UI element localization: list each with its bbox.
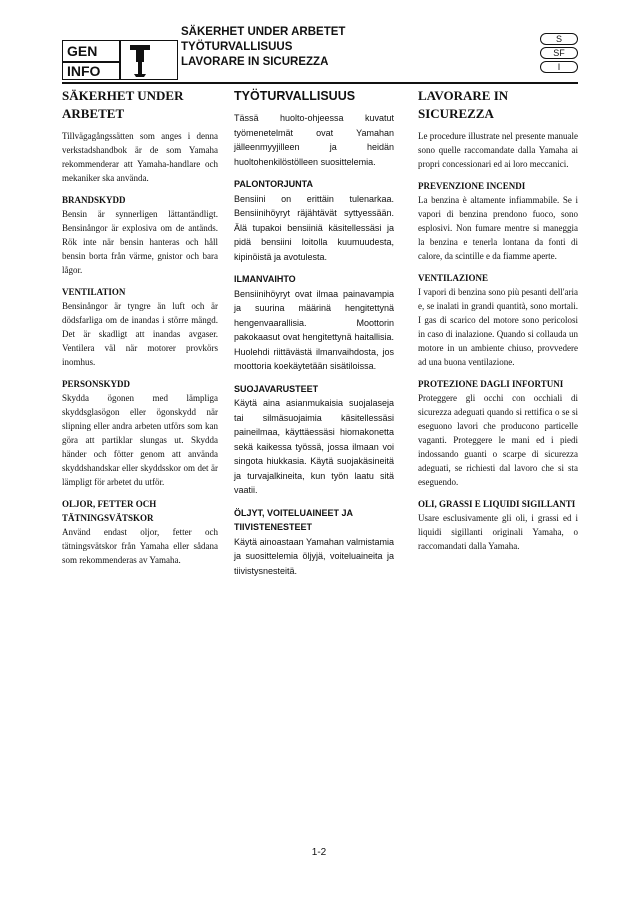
intro-text: Le procedure illustrate nel presente manuale sono quelle raccomandate dalla Yamaha ai propri concessionari ed ai loro meccanici. — [418, 131, 578, 169]
paragraph: Proteggere gli occhi con occhiali di sicurezza adeguati quando si rettifica o se si eseguono lavori che producono particelle vaganti. Proteggere le mani ed i piedi indossando guanti o scarpe di sicurezza adeguati, se richiesti dal lavoro che si sta eseguendo. — [418, 393, 578, 487]
outboard-motor-icon — [125, 44, 155, 78]
paragraph: I vapori di benzina sono più pesanti dell'aria e, se inalati in grandi quantità, sono mortali. I gas di scarico del motore sono pericolosi in caso di inalazione. Quando si collauda un motore in un ambiente chiuso, provvedere ad una buona ventilazione. — [418, 287, 578, 367]
header-title-sv: SÄKERHET UNDER ARBETET — [181, 26, 346, 38]
gen-box-separator — [119, 41, 121, 79]
lang-badge-sv: S — [540, 33, 578, 45]
paragraph: Skydda ögonen med lämpliga skyddsglasögon eller ögonskydd när slipning eller andra arbeten utförs som kan göra att partiklar slungas ut. Skydda händer och fötter genom att använda skyddshandskar eller skyddsskor om det är lämpligt för arbetet du utför. — [62, 393, 218, 487]
subheading: PROTEZIONE DAGLI INFORTUNI — [418, 379, 564, 389]
section-title: LAVORARE IN SICUREZZA — [418, 88, 509, 121]
page-number: 1-2 — [311, 847, 327, 858]
intro-text: Tillvägagångssätten som anges i denna verkstadshandbok är de som Yamaha rekommenderar att Yamaha-handlare och mekaniker ska använda. — [62, 131, 218, 183]
section-title: TYÖTURVALLISUUS — [234, 89, 356, 103]
gen-info-box — [62, 40, 178, 80]
gen-label: GEN — [67, 43, 98, 59]
paragraph: Bensin är synnerligen lättantändligt. Bensinångor är explosiva om de antänds. Rök inte när bensin hanteras och håll bensin borta från värme, gnistor och bara lågor. — [62, 209, 218, 275]
subheading: VENTILAZIONE — [418, 273, 489, 283]
subheading: VENTILATION — [62, 287, 126, 297]
section-title: SÄKERHET UNDER ARBETET — [62, 88, 184, 121]
paragraph: Käytä aina asianmukaisia suojalaseja tai silmäsuojaimia käsitellessäsi paineilmaa, käyttäessäsi hiomakonetta sekä kaikessa työssä, jossa ilmaan voi singota hiukkasia. Käytä suojakäsineitä ja turvajalkineita, kun työn laatu sitä vaatii. — [234, 398, 394, 495]
paragraph: Bensiinihöyryt ovat ilmaa painavampia ja suurina määrinä hengitettynä hengenvaarallisia. Moottorin pakokaasut ovat hengitettynä haitallisia. Huolehdi riittävästä ilmanvaihdosta, jos moottoria koekäytetään sisätiloissa. — [234, 288, 394, 371]
info-label: INFO — [67, 63, 101, 79]
column-swedish — [62, 87, 218, 575]
header-rule — [62, 82, 578, 84]
lang-badge-fi: SF — [540, 47, 578, 59]
header-title-fi: TYÖTURVALLISUUS — [181, 41, 293, 53]
paragraph: La benzina è altamente infiammabile. Se i vapori di benzina prendono fuoco, sono esplosivi. Non fumare mentre si maneggia la benzina e tenerla lontana da fonti di calore, da scintille e da fiamme aperte. — [418, 195, 578, 261]
subheading: OLJOR, FETTER OCH TÄTNINGSVÄTSKOR — [62, 499, 157, 523]
paragraph: Käytä ainoastaan Yamahan valmistamia ja suosittelemia öljyjä, voiteluaineita ja tiivistysnesteitä. — [234, 536, 394, 576]
subheading: OLI, GRASSI E LIQUIDI SIGILLANTI — [418, 499, 576, 509]
subheading: PERSONSKYDD — [62, 379, 131, 389]
paragraph: Använd endast oljor, fetter och tätningsvätskor från Yamaha eller sådana som rekommenderas av Yamaha. — [62, 527, 218, 565]
subheading: BRANDSKYDD — [62, 195, 126, 205]
header-title-it: LAVORARE IN SICUREZZA — [181, 56, 329, 68]
subheading: ILMANVAIHTO — [234, 274, 296, 284]
paragraph: Usare esclusivamente gli oli, i grassi ed i liquidi sigillanti originali Yamaha, o raccomandati dalla Yamaha. — [418, 513, 578, 551]
subheading: ÖLJYT, VOITELUAINEET JA TIIVISTENESTEET — [234, 507, 353, 532]
paragraph: Bensinångor är tyngre än luft och är dödsfarliga om de inandas i större mängd. Det är skadligt att inandas avgaser. Ventilera väl när motorer provkörs inomhus. — [62, 301, 218, 367]
lang-badge-it: I — [540, 61, 578, 73]
column-finnish — [234, 87, 394, 586]
subheading: PREVENZIONE INCENDI — [418, 181, 526, 191]
subheading: SUOJAVARUSTEET — [234, 383, 319, 394]
subheading: PALONTORJUNTA — [234, 179, 314, 189]
intro-text: Tässä huolto-ohjeessa kuvatut työmenetelmät ovat Yamahan jälleenmyyjilleen ja heidän huoltohenkilöstölleen suosittelemia. — [234, 113, 394, 167]
column-italian — [418, 87, 578, 561]
paragraph: Bensiini on erittäin tulenarkaa. Bensiinihöyryt räjähtävät syttyessään. Älä tupakoi bensiiniä käsitellessäsi ja pidä bensiini loitolla kuumuudesta, kipinöistä ja avotulesta. — [234, 193, 394, 262]
header-titles — [181, 25, 345, 70]
